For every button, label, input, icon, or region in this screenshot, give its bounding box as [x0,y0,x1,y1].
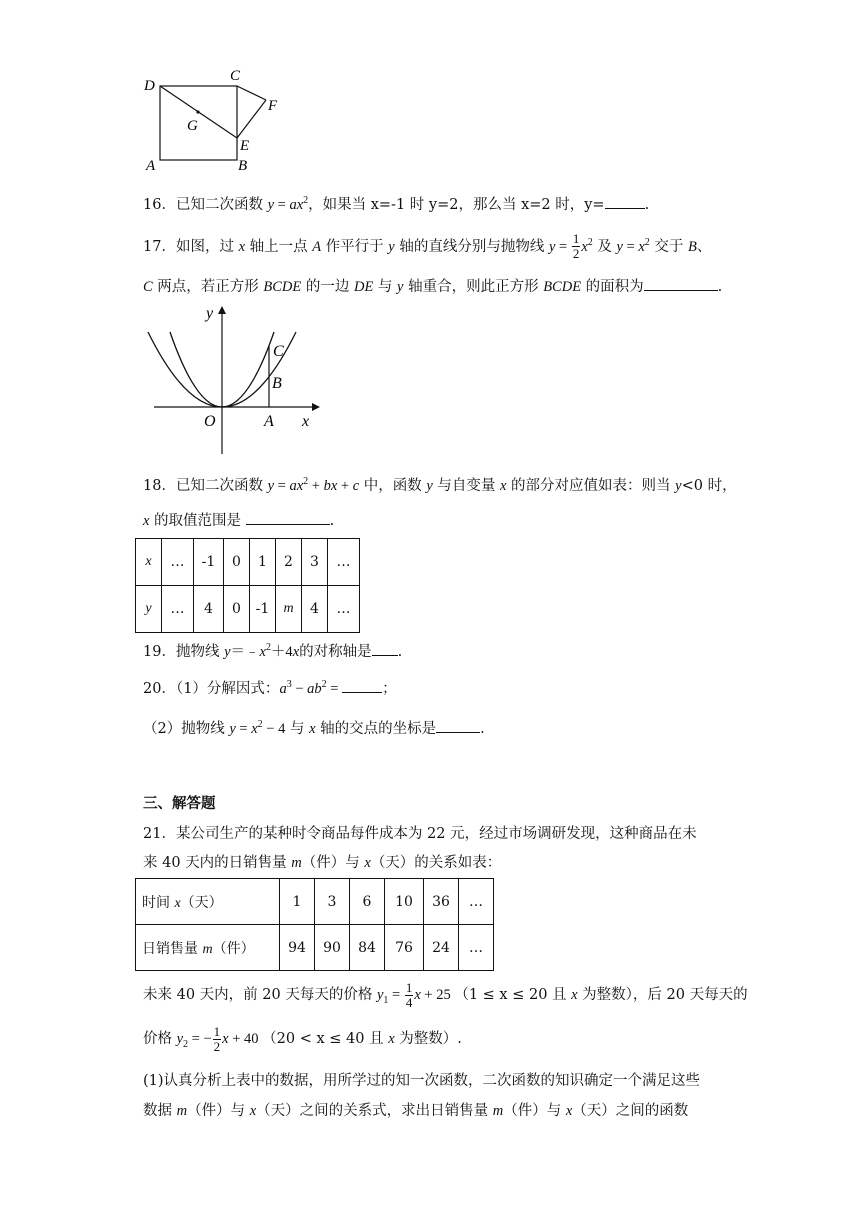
q18-table [135,538,360,633]
point-a-label: A [264,413,274,430]
time-header: 时间 x（天） [136,879,280,925]
square-figure [140,64,290,176]
label-e: E [240,138,250,154]
sales-header: 日销售量 m（件） [136,925,280,971]
question-21-line-6: 数据 m（件）与 x（天）之间的关系式，求出日销售量 m（件）与 x（天）之间的函数 [143,1103,689,1119]
question-18-line-2: x 的取值范围是 . [143,510,334,531]
question-17-line-1: 17．如图，过 x 轴上一点 A 作平行于 y 轴的直线分别与抛物线 y = $\frac{1}{2}$ $x^2$ 及 $y = x^2$ 交于 B、 [143,231,712,262]
table-row: y … 4 0 -1 m 4 … [136,586,360,633]
q17-blank [644,276,718,291]
question-21-line-5: (1)认真分析上表中的数据，用所学过的知一次函数，二次函数的知识确定一个满足这些 [143,1073,701,1089]
q20-blank-1 [342,678,382,693]
label-g: G [187,118,198,134]
label-f: F [268,98,278,114]
question-20-part-2: （2）抛物线 $y = x^2 - 4$ 与 x 轴的交点的坐标是 . [143,719,485,737]
q16-formula: y [267,196,274,213]
label-a: A [146,158,156,174]
question-21-line-2: 来 40 天内的日销售量 m（件）与 x（天）的关系如表： [143,855,502,871]
q20-blank-2 [436,718,480,733]
question-18-line-1: 18．已知二次函数 $y = ax^2$ + bx + c 中，函数 y 与自变量 x 的部分对应值如表：则当 y<0 时， [143,476,737,494]
point-b-label: B [272,375,282,392]
q19-blank [372,641,398,656]
question-19: 19．抛物线 $y=﹣x^2+4x$的对称轴是 . [143,642,403,660]
label-b: B [238,158,248,174]
question-21-line-4: 价格 $y_2$ = − $\frac{1}{2}$ x + 40 （20 < x ≤ 40 且 x 为整数）. [143,1023,462,1054]
q16-text-2: ，如果当 x=-1 时 y=2，那么当 x=2 时，y= [308,196,605,213]
question-21-line-3: 未来 40 天内，前 20 天每天的价格 $y_1$ = $\frac{1}{4}$ x + 25 （1 ≤ x ≤ 20 且 x 为整数），后 20 天每天的 [143,979,748,1010]
question-16: 16．已知二次函数 $y = ax^2$，如果当 x=-1 时 y=2，那么当 x=2 时，y= . [143,195,650,213]
section-heading: 三、解答题 [143,796,216,812]
point-c-label: C [273,343,284,360]
question-17-line-2: C 两点，若正方形 BCDE 的一边 DE 与 y 轴重合，则此正方形 BCDE 的面积为 . [143,276,722,297]
label-d: D [144,78,155,94]
table-row: 日销售量 m（件） 94 90 84 76 24 … [136,925,494,971]
q21-table [135,878,494,971]
parabola-figure-svg [140,302,320,458]
label-c: C [230,68,241,84]
q16-number: 16． [143,196,176,213]
axis-label-y: y [206,305,214,322]
origin-label: O [204,413,216,430]
q16-blank [605,194,645,209]
q16-text-1: 已知二次函数 [175,196,268,213]
axis-label-x: x [302,413,310,430]
table-row: x … -1 0 1 2 3 … [136,539,360,586]
table-row: 时间 x（天） 1 3 6 10 36 … [136,879,494,925]
q18-blank [246,510,330,525]
question-21-line-1: 21．某公司生产的某种时令商品每件成本为 22 元，经过市场调研发现，这种商品在未 [143,826,697,842]
question-20-part-1: 20．（1）分解因式：$a^3 - ab^2$ = ； [143,679,397,697]
square-figure-svg [140,64,290,176]
parabola-figure [140,302,320,458]
